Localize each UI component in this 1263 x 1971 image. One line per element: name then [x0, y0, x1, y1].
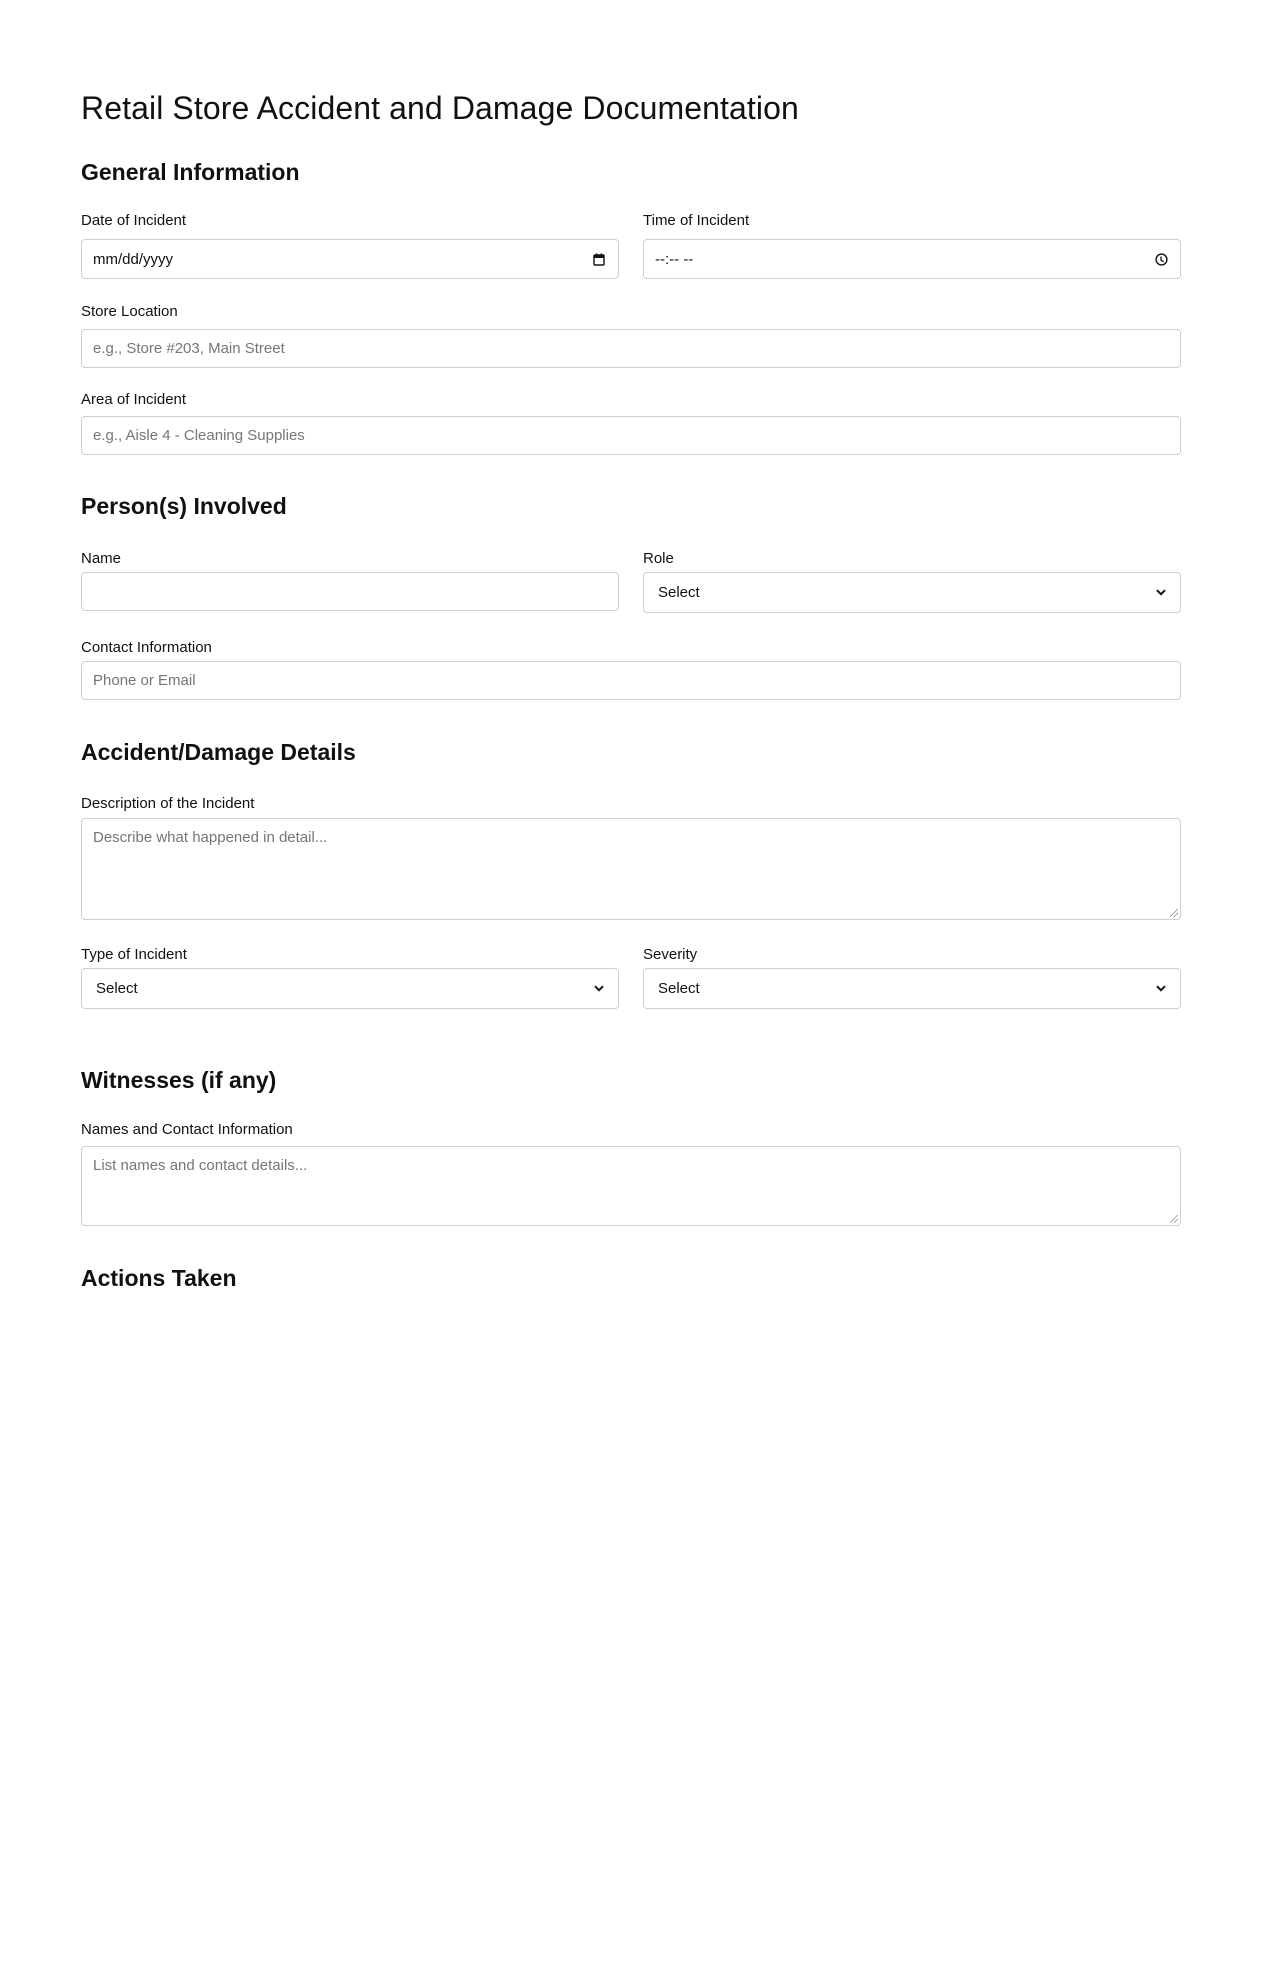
time-value: --:-- -- — [655, 250, 694, 268]
description-textarea[interactable] — [81, 818, 1181, 920]
section-accident-details — [81, 738, 1181, 766]
contact-info-group — [81, 639, 1181, 700]
section-heading-details: Accident/Damage Details — [81, 739, 356, 765]
section-general-information — [81, 158, 1181, 186]
section-persons-involved — [81, 492, 1181, 520]
chevron-down-icon — [592, 982, 606, 996]
name-field-group — [81, 550, 619, 613]
description-label: Description of the Incident — [81, 795, 255, 812]
store-location-label: Store Location — [81, 303, 178, 320]
store-location-group — [81, 303, 1181, 368]
time-field-group — [643, 212, 1181, 279]
witness-names-textarea[interactable] — [81, 1146, 1181, 1226]
severity-label: Severity — [643, 946, 698, 963]
role-selected: Select — [658, 584, 700, 601]
section-heading-actions: Actions Taken — [81, 1265, 237, 1291]
name-input[interactable] — [81, 572, 619, 611]
section-actions-taken — [81, 1264, 1181, 1292]
area-placeholder: e.g., Aisle 4 - Cleaning Supplies — [93, 427, 305, 444]
witness-names-label: Names and Contact Information — [81, 1121, 293, 1138]
description-group — [81, 795, 1181, 920]
date-label: Date of Incident — [81, 212, 187, 229]
contact-label: Contact Information — [81, 639, 212, 656]
clock-icon[interactable] — [1154, 252, 1168, 266]
witness-names-placeholder: List names and contact details... — [93, 1157, 308, 1174]
date-field-group — [81, 212, 619, 279]
type-field-group — [81, 946, 619, 1009]
section-heading-persons: Person(s) Involved — [81, 493, 287, 519]
resize-handle-icon[interactable] — [1170, 1215, 1178, 1223]
section-heading-witnesses: Witnesses (if any) — [81, 1067, 277, 1093]
area-label: Area of Incident — [81, 391, 187, 408]
type-select[interactable] — [81, 968, 619, 1009]
name-role-row — [81, 550, 1181, 613]
type-selected: Select — [96, 980, 138, 997]
area-of-incident-group — [81, 391, 1181, 455]
time-input[interactable] — [643, 239, 1181, 279]
contact-placeholder: Phone or Email — [93, 672, 196, 689]
type-severity-row — [81, 946, 1181, 1009]
time-label: Time of Incident — [643, 212, 750, 229]
chevron-down-icon — [1154, 982, 1168, 996]
role-field-group — [643, 550, 1181, 613]
page-title: Retail Store Accident and Damage Documentation — [81, 90, 799, 126]
store-location-placeholder: e.g., Store #203, Main Street — [93, 340, 285, 357]
description-placeholder: Describe what happened in detail... — [93, 829, 328, 846]
store-location-input[interactable] — [81, 329, 1181, 368]
name-label: Name — [81, 550, 122, 567]
role-select[interactable] — [643, 572, 1181, 613]
contact-input[interactable] — [81, 661, 1181, 700]
resize-handle-icon[interactable] — [1170, 909, 1178, 917]
severity-select[interactable] — [643, 968, 1181, 1009]
section-witnesses — [81, 1066, 1181, 1094]
date-input[interactable] — [81, 239, 619, 279]
severity-selected: Select — [658, 980, 700, 997]
chevron-down-icon — [1154, 586, 1168, 600]
role-label: Role — [643, 550, 674, 567]
date-value: mm/dd/yyyy — [93, 250, 174, 268]
type-label: Type of Incident — [81, 946, 187, 963]
date-time-row — [81, 212, 1181, 279]
calendar-icon[interactable] — [592, 252, 606, 266]
area-input[interactable] — [81, 416, 1181, 455]
severity-field-group — [643, 946, 1181, 1009]
witness-names-group — [81, 1121, 1181, 1226]
section-heading-general: General Information — [81, 159, 300, 185]
